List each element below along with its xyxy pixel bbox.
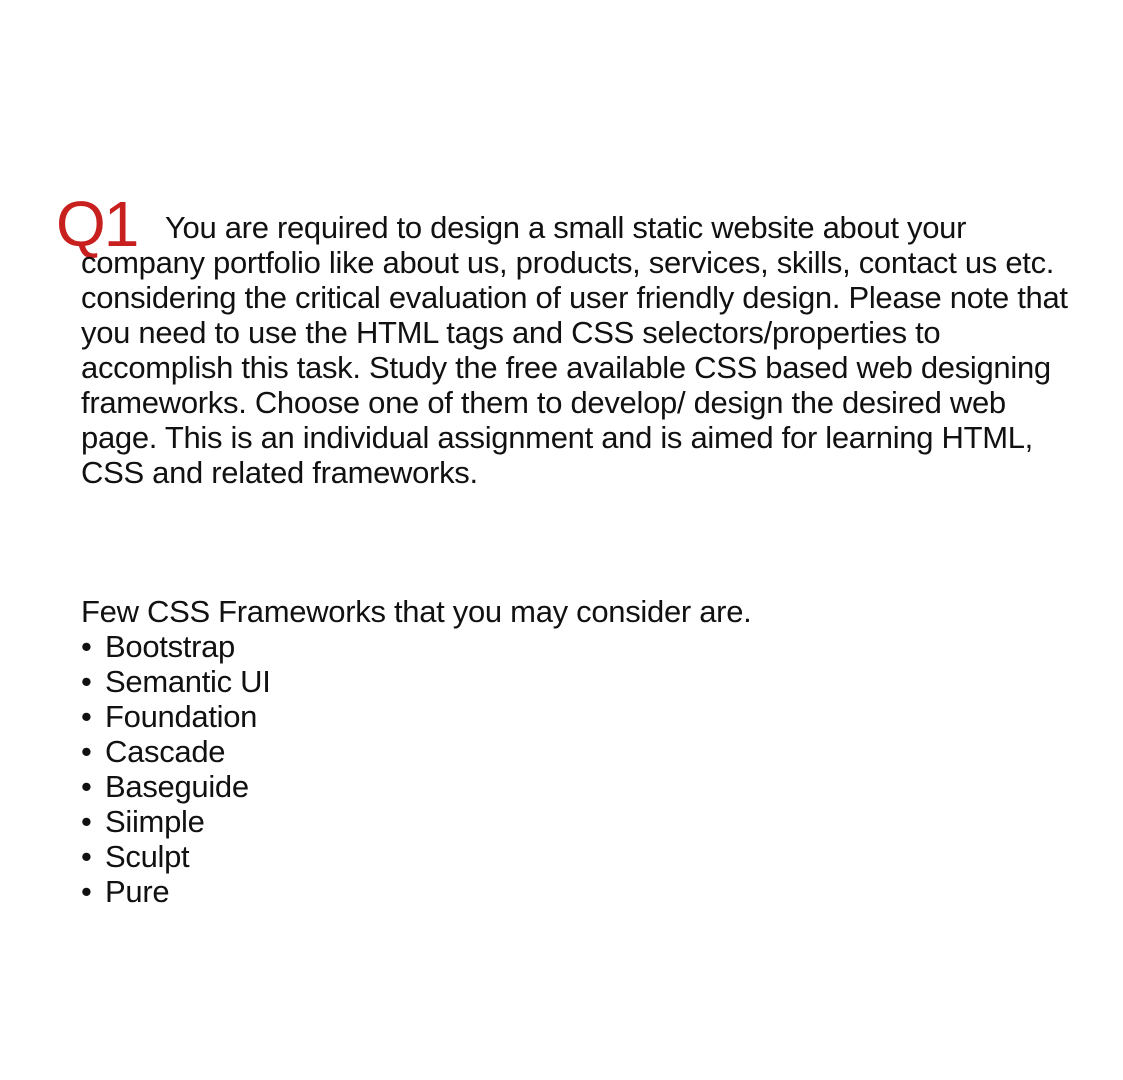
- list-item: [81, 664, 751, 699]
- bullet-icon: •: [81, 699, 92, 734]
- list-item: [81, 734, 751, 769]
- frameworks-section: [81, 594, 751, 909]
- framework-name: Cascade: [105, 734, 226, 769]
- frameworks-list: [81, 629, 751, 909]
- framework-name: Foundation: [105, 699, 258, 734]
- question-label: Q1: [56, 188, 138, 260]
- bullet-icon: •: [81, 804, 92, 839]
- question-text: You are required to design a small static website about your company portfolio like about us, products, services, skills, contact us etc. considering the critical evaluation of user friendly design. Please note that you need to use the HTML tags and CSS selectors/properties to accomplish this task. Study the free available CSS based web designing frameworks. Choose one of them to develop/ design the desired web page. This is an individual assignment and is aimed for learning HTML, CSS and related frameworks.: [81, 210, 1068, 490]
- list-item: [81, 804, 751, 839]
- bullet-icon: •: [81, 664, 92, 699]
- list-item: [81, 769, 751, 804]
- list-item: [81, 699, 751, 734]
- bullet-icon: •: [81, 874, 92, 909]
- framework-name: Bootstrap: [105, 629, 235, 664]
- bullet-icon: •: [81, 734, 92, 769]
- bullet-icon: •: [81, 839, 92, 874]
- framework-name: Semantic UI: [105, 664, 271, 699]
- framework-name: Pure: [105, 874, 170, 909]
- framework-name: Sculpt: [105, 839, 190, 874]
- framework-name: Baseguide: [105, 769, 249, 804]
- frameworks-intro: Few CSS Frameworks that you may consider are.: [81, 594, 752, 629]
- list-item: [81, 629, 751, 664]
- list-item: [81, 874, 751, 909]
- bullet-icon: •: [81, 629, 92, 664]
- bullet-icon: •: [81, 769, 92, 804]
- list-item: [81, 839, 751, 874]
- framework-name: Siimple: [105, 804, 205, 839]
